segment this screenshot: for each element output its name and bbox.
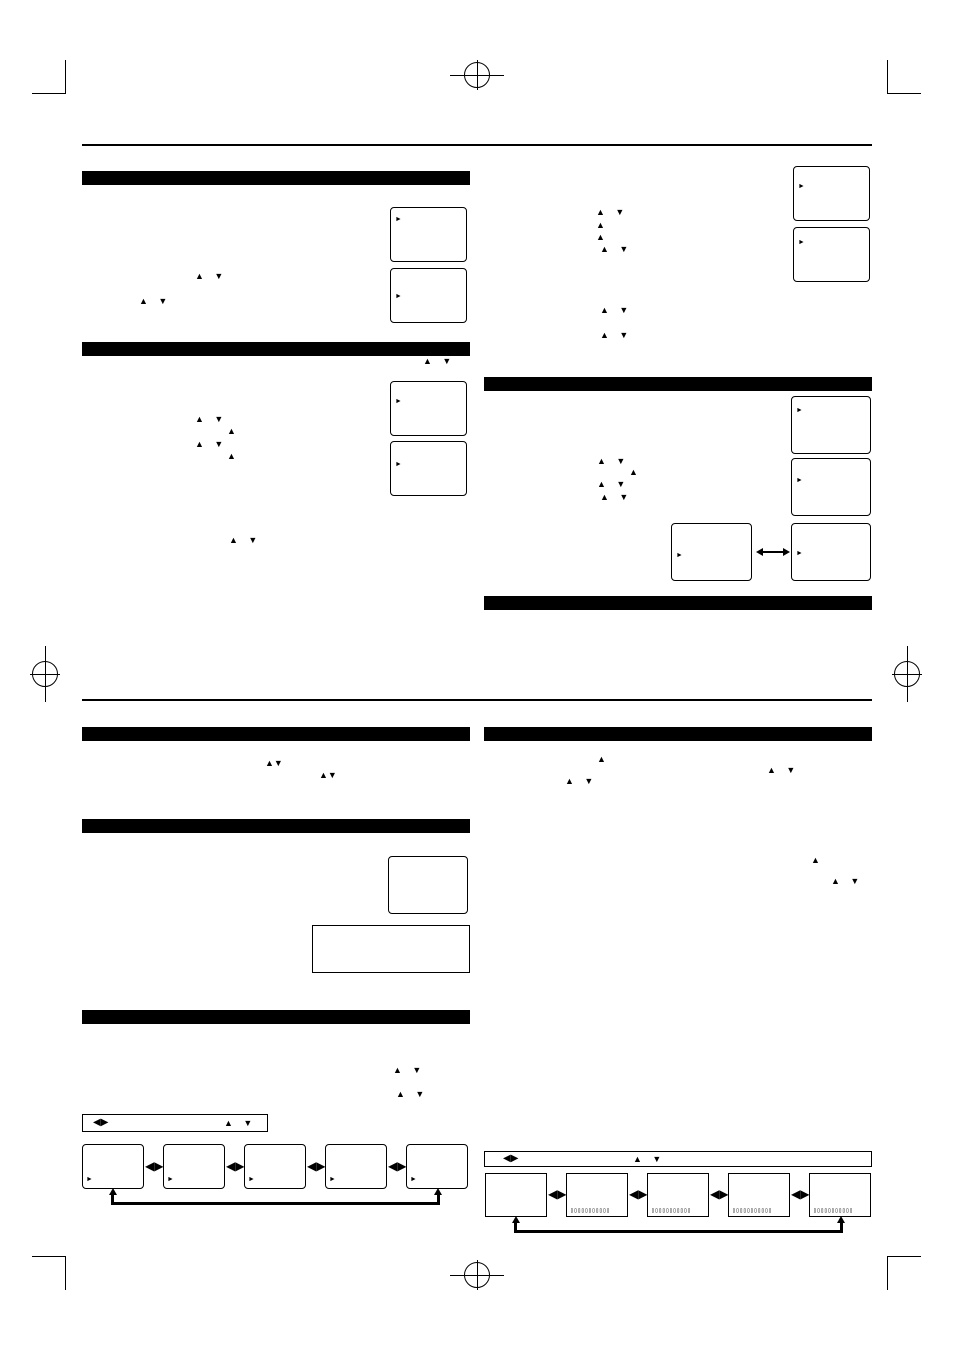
pointer-icon: ► xyxy=(86,1176,93,1183)
crop-mark xyxy=(65,60,66,94)
pointer-icon: ► xyxy=(329,1176,336,1183)
osd-screen xyxy=(390,381,467,436)
loop-connector xyxy=(111,1194,440,1205)
segment-display: ▯▯▯▯▯▯▯▯▯▯▯ xyxy=(651,1207,691,1214)
crop-mark xyxy=(887,1256,888,1290)
up-down-icon: ▲ ▼ xyxy=(229,535,262,545)
double-arrow-icon: ◀▶ xyxy=(791,1187,810,1201)
osd-screen xyxy=(793,227,870,282)
osd-screen xyxy=(791,523,871,581)
segment-display: ▯▯▯▯▯▯▯▯▯▯▯ xyxy=(732,1207,772,1214)
crop-mark xyxy=(887,93,921,94)
up-down-icon: ▲ ▼ xyxy=(597,456,630,466)
double-arrow-icon: ◀▶ xyxy=(503,1153,519,1164)
legend-box xyxy=(82,1114,268,1132)
pointer-icon: ► xyxy=(796,477,803,484)
double-arrow-icon: ◀▶ xyxy=(388,1159,407,1173)
up-arrow-icon xyxy=(434,1188,442,1195)
osd-screen xyxy=(388,856,468,914)
osd-screen xyxy=(647,1173,709,1217)
osd-screen xyxy=(728,1173,790,1217)
up-icon: ▲ xyxy=(227,451,240,461)
segment-display: ▯▯▯▯▯▯▯▯▯▯▯ xyxy=(570,1207,610,1214)
up-down-icon: ▲ ▼ xyxy=(139,296,172,306)
up-down-icon: ▲ ▼ xyxy=(195,414,228,424)
up-down-icon: ▲▼ xyxy=(319,770,337,780)
double-arrow-icon: ◀▶ xyxy=(710,1187,729,1201)
section-header-bar xyxy=(82,1010,470,1024)
pointer-icon: ► xyxy=(676,552,683,559)
up-icon: ▲ xyxy=(597,754,610,764)
top-rule xyxy=(82,144,872,146)
up-down-icon: ▲▼ xyxy=(265,758,283,768)
up-icon: ▲ xyxy=(596,220,609,230)
crop-mark xyxy=(32,93,66,94)
up-down-icon: ▲ ▼ xyxy=(767,765,800,775)
section-header-bar xyxy=(82,727,470,741)
pointer-icon: ► xyxy=(798,239,805,246)
pointer-icon: ► xyxy=(395,293,402,300)
osd-screen xyxy=(809,1173,871,1217)
up-arrow-icon xyxy=(837,1216,845,1223)
pointer-icon: ► xyxy=(395,216,402,223)
double-arrow-icon: ◀▶ xyxy=(226,1159,245,1173)
up-down-icon: ▲ ▼ xyxy=(565,776,598,786)
crop-mark xyxy=(887,60,888,94)
middle-rule xyxy=(82,699,872,701)
double-arrow-icon: ◀▶ xyxy=(548,1187,567,1201)
crop-mark xyxy=(65,1256,66,1290)
up-down-icon: ▲ ▼ xyxy=(600,492,633,502)
up-icon: ▲ xyxy=(596,232,609,242)
up-down-icon: ▲ ▼ xyxy=(423,356,456,366)
section-header-bar xyxy=(484,727,872,741)
legend-box xyxy=(484,1151,872,1167)
up-icon: ▲ xyxy=(629,467,642,477)
double-arrow-icon: ◀▶ xyxy=(145,1159,164,1173)
osd-screen xyxy=(390,268,467,323)
section-header-bar xyxy=(82,819,470,833)
osd-screen xyxy=(390,207,467,262)
pointer-icon: ► xyxy=(796,550,803,557)
pointer-icon: ► xyxy=(248,1176,255,1183)
up-down-icon: ▲ ▼ xyxy=(195,271,228,281)
segment-display: ▯▯▯▯▯▯▯▯▯▯▯ xyxy=(813,1207,853,1214)
up-down-icon: ▲ ▼ xyxy=(597,479,630,489)
double-arrow-icon: ◀▶ xyxy=(629,1187,648,1201)
loop-connector xyxy=(514,1222,843,1233)
section-header-bar xyxy=(82,171,470,185)
crop-mark xyxy=(887,1256,921,1257)
section-header-bar xyxy=(484,596,872,610)
up-down-icon: ▲ ▼ xyxy=(633,1154,666,1164)
osd-screen xyxy=(671,523,752,581)
crop-mark xyxy=(32,1256,66,1257)
up-icon: ▲ xyxy=(811,855,824,865)
pointer-icon: ► xyxy=(167,1176,174,1183)
up-down-icon: ▲ ▼ xyxy=(396,1089,429,1099)
up-arrow-icon xyxy=(512,1216,520,1223)
osd-screen xyxy=(244,1144,306,1189)
section-header-bar xyxy=(484,377,872,391)
pointer-icon: ► xyxy=(798,183,805,190)
up-arrow-icon xyxy=(109,1188,117,1195)
up-icon: ▲ xyxy=(227,426,240,436)
osd-screen xyxy=(485,1173,547,1217)
up-down-icon: ▲ ▼ xyxy=(224,1118,257,1128)
osd-screen xyxy=(791,458,871,516)
osd-screen xyxy=(406,1144,468,1189)
up-down-icon: ▲ ▼ xyxy=(600,330,633,340)
pointer-icon: ► xyxy=(395,461,402,468)
osd-screen xyxy=(791,396,871,454)
osd-screen xyxy=(325,1144,387,1189)
pointer-icon: ► xyxy=(796,407,803,414)
osd-screen xyxy=(82,1144,144,1189)
up-down-icon: ▲ ▼ xyxy=(393,1065,426,1075)
osd-screen xyxy=(163,1144,225,1189)
double-arrow-icon: ◀▶ xyxy=(307,1159,326,1173)
osd-screen xyxy=(793,166,870,221)
pointer-icon: ► xyxy=(410,1176,417,1183)
up-down-icon: ▲ ▼ xyxy=(600,305,633,315)
up-down-icon: ▲ ▼ xyxy=(596,207,629,217)
display-window xyxy=(312,925,470,973)
up-down-icon: ▲ ▼ xyxy=(831,876,864,886)
osd-screen xyxy=(390,441,467,496)
double-arrow-icon: ◀▶ xyxy=(93,1117,109,1128)
section-header-bar xyxy=(82,342,470,356)
pointer-icon: ► xyxy=(395,398,402,405)
osd-screen xyxy=(566,1173,628,1217)
up-down-icon: ▲ ▼ xyxy=(600,244,633,254)
up-down-icon: ▲ ▼ xyxy=(195,439,228,449)
